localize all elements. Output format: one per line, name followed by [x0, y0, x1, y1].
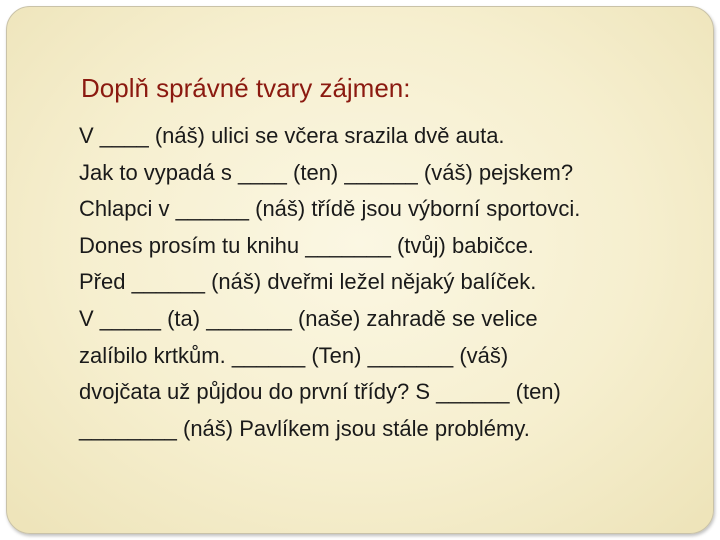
exercise-line-5: Před ______ (náš) dveřmi ležel nějaký balíček. [79, 269, 537, 295]
exercise-text [79, 118, 699, 447]
exercise-line-7: zalíbilo krtkům. ______ (Ten) _______ (váš) [79, 342, 509, 368]
exercise-line-8: dvojčata už půjdou do první třídy? S ______ (ten) [79, 379, 561, 405]
slide-title: Doplň správné tvary zájmen: [81, 73, 411, 103]
exercise-line-1: V ____ (náš) ulici se včera srazila dvě auta. [79, 123, 505, 148]
exercise-line-3: Chlapci v ______ (náš) třídě jsou výborní sportovci. [79, 196, 581, 222]
exercise-line-9: ________ (náš) Pavlíkem jsou stále problémy. [79, 415, 530, 441]
exercise-line-6: V _____ (ta) _______ (naše) zahradě se velice [79, 305, 538, 331]
slide [6, 6, 714, 534]
exercise-line-4: Dones prosím tu knihu _______ (tvůj) babičce. [79, 232, 534, 258]
exercise-line-2: Jak to vypadá s ____ (ten) ______ (váš) pejskem? [79, 159, 574, 185]
